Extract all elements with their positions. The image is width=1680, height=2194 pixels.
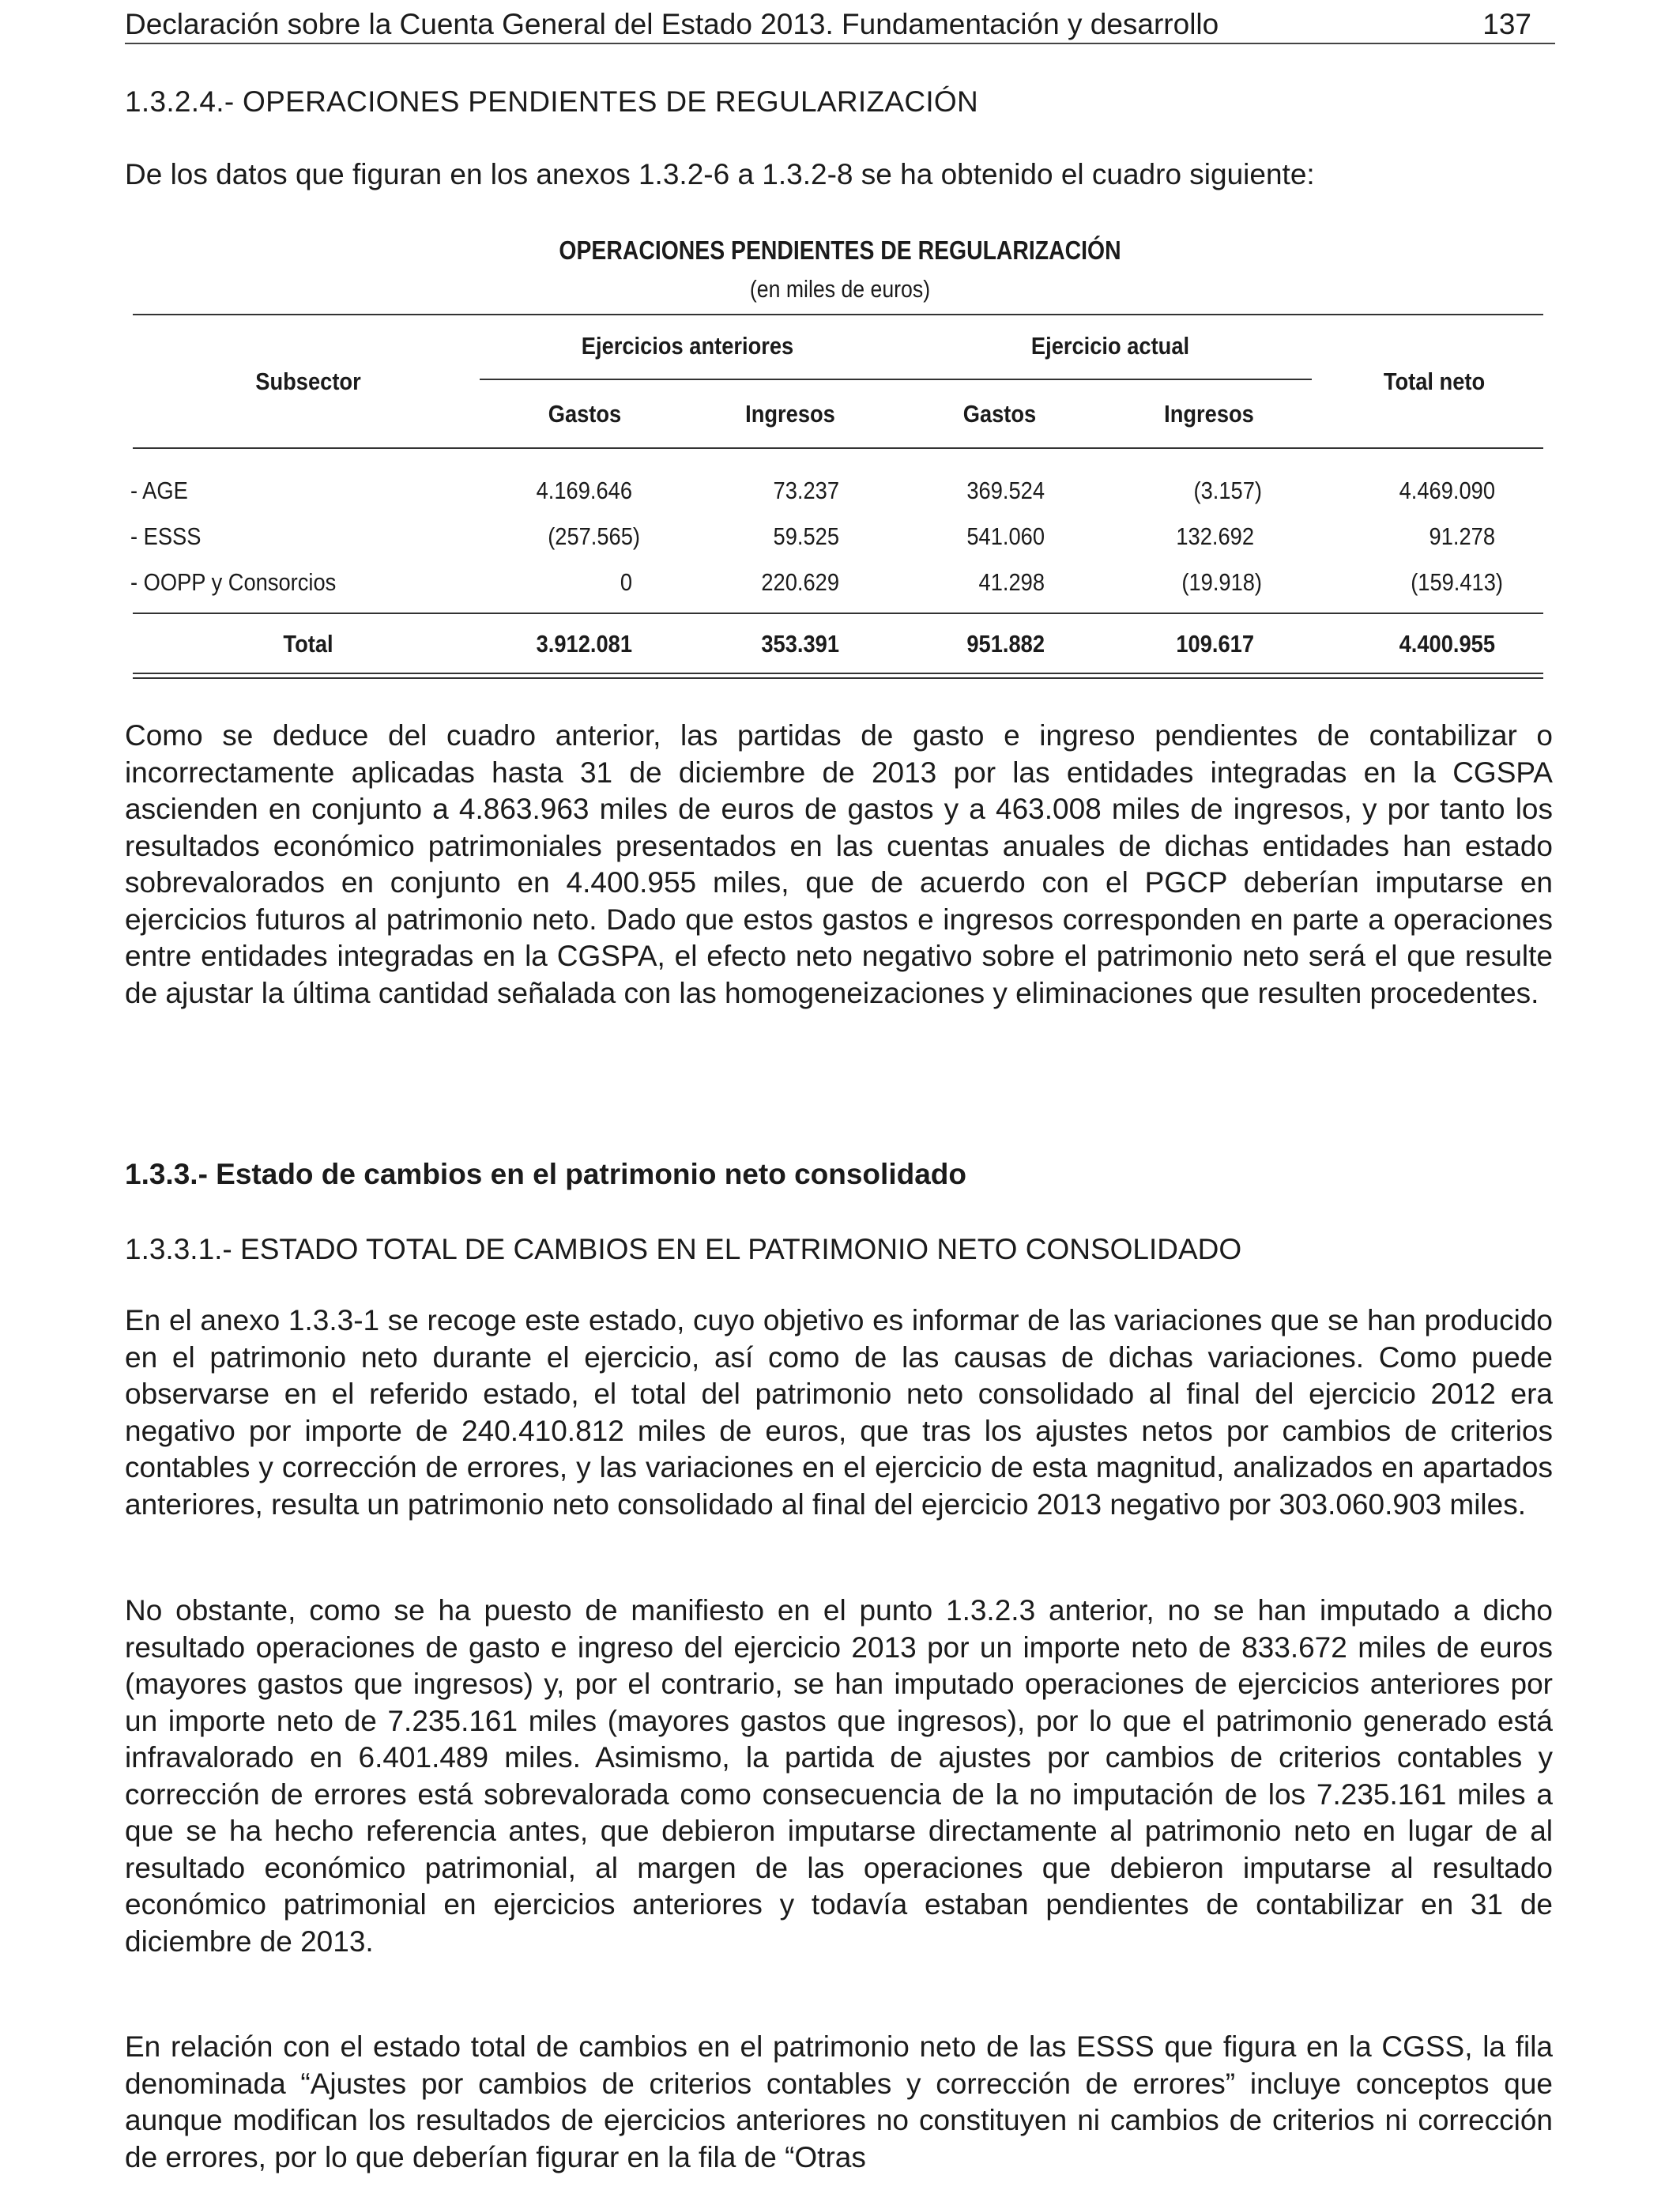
row-label: - ESSS: [130, 522, 202, 550]
row-label: - AGE: [130, 477, 188, 504]
cell-total: (159.413): [1411, 568, 1503, 596]
total-prev-gastos: 3.912.081: [536, 630, 632, 658]
col-header-curr-ingresos: Ingresos: [1164, 400, 1254, 428]
col-header-curr-gastos: Gastos: [962, 400, 1037, 428]
cell-prev-gastos: 4.169.646: [536, 477, 632, 504]
paragraph-4: En relación con el estado total de cambios en el patrimonio neto de las ESSS que figura en la CGSS, la fila denominada “Ajustes por cambios de criterios contables y corrección de errores” incluye conceptos que aunque modifican los resultados de ejercicios anteriores no constituyen ni cambios de criterios ni corrección de errores, por lo que deberían figurar en la fila de “Otras: [125, 2030, 1553, 2173]
total-label: Total: [283, 630, 333, 658]
paragraph-3: No obstante, como se ha puesto de manifiesto en el punto 1.3.2.3 anterior, no se han imputado a dicho resultado operaciones de gasto e ingreso del ejercicio 2013 por un importe neto de 833.672 miles de euros (mayores gastos que ingresos) y, por el contrario, se han imputado operaciones de ejercicios anteriores por un importe neto de 7.235.161 miles (mayores gastos que ingresos), por lo que el patrimonio generado está infravalorado en 6.401.489 miles. Asimismo, la partida de ajustes por cambios de criterios contables y corrección de errores está sobrevalorada como consecuencia de la no imputación de los 7.235.161 miles a que se ha hecho referencia antes, que debieron imputarse directamente al patrimonio neto en lugar de al resultado económico patrimonial, al margen de las operaciones que debieron imputarse al resultado económico patrimonial en ejercicios anteriores y todavía estaban pendientes de contabilizar en 31 de diciembre de 2013.: [125, 1594, 1553, 1958]
table-bottom-rule-1: [133, 673, 1543, 674]
cell-total: 4.469.090: [1399, 477, 1495, 504]
cell-curr-gastos: 41.298: [978, 568, 1045, 596]
paragraph-2: En el anexo 1.3.3-1 se recoge este estado, cuyo objetivo es informar de las variaciones que se han producido en el patrimonio neto durante el ejercicio, así como de las causas de dichas variaciones. Como puede observarse en el referido estado, el total del patrimonio neto consolidado al final del ejercicio 2012 era negativo por importe de 240.410.812 miles de euros, que tras los ajustes netos por cambios de criterios contables y corrección de errores, y las variaciones en el ejercicio de esta magnitud, analizados en apartados anteriores, resulta un patrimonio neto consolidado al final del ejercicio 2013 negativo por 303.060.903 miles.: [125, 1304, 1553, 1521]
cell-prev-ingresos: 59.525: [773, 522, 839, 550]
total-curr-ingresos: 109.617: [1176, 630, 1254, 658]
section-heading-3: 1.3.3.1.- ESTADO TOTAL DE CAMBIOS EN EL PATRIMONIO NETO CONSOLIDADO: [125, 1233, 1242, 1265]
table-subtitle: (en miles de euros): [749, 275, 931, 303]
paragraph-1: Como se deduce del cuadro anterior, las partidas de gasto e ingreso pendientes de contabilizar o incorrectamente aplicadas hasta 31 de diciembre de 2013 por las entidades integradas en la CGSPA ascienden en conjunto a 4.863.963 miles de euros de gastos y a 463.008 miles de ingresos, y por tanto los resultados económico patrimoniales presentados en las cuentas anuales de dichas entidades han estado sobrevalorados en conjunto en 4.400.955 miles, que de acuerdo con el PGCP deberían imputarse en ejercicios futuros al patrimonio neto. Dado que estos gastos e ingresos corresponden en parte a operaciones entre entidades integradas en la CGSPA, el efecto neto negativo sobre el patrimonio neto será el que resulte de ajustar la última cantidad señalada con las homogeneizaciones y eliminaciones que resulten procedentes.: [125, 719, 1553, 1009]
cell-prev-gastos: (257.565): [548, 522, 640, 550]
cell-prev-ingresos: 220.629: [761, 568, 839, 596]
col-header-total: Total neto: [1383, 368, 1486, 395]
cell-curr-ingresos: (3.157): [1193, 477, 1262, 504]
cell-curr-ingresos: (19.918): [1181, 568, 1262, 596]
total-top-rule: [133, 613, 1543, 614]
section-heading: 1.3.2.4.- OPERACIONES PENDIENTES DE REGULARIZACIÓN: [125, 85, 979, 118]
table-header-rule: [133, 447, 1543, 449]
table-title: OPERACIONES PENDIENTES DE REGULARIZACIÓN: [559, 236, 1121, 265]
group-header-rule: [480, 379, 1312, 380]
table-top-rule: [133, 314, 1543, 315]
page-header: [125, 3, 1555, 44]
total-prev-ingresos: 353.391: [761, 630, 839, 658]
cell-prev-gastos: 0: [620, 568, 632, 596]
col-header-prev-ingresos: Ingresos: [745, 400, 835, 428]
page-number: 137: [1482, 8, 1531, 40]
cell-prev-ingresos: 73.237: [773, 477, 839, 504]
table-bottom-rule-2: [133, 677, 1543, 679]
intro-text: De los datos que figuran en los anexos 1.3.2-6 a 1.3.2-8 se ha obtenido el cuadro siguiente:: [125, 158, 1315, 190]
total-total: 4.400.955: [1399, 630, 1495, 658]
col-header-prev-gastos: Gastos: [548, 400, 622, 428]
cell-total: 91.278: [1429, 522, 1495, 550]
cell-curr-ingresos: 132.692: [1176, 522, 1254, 550]
col-group-curr: Ejercicio actual: [1030, 332, 1190, 360]
row-label: - OOPP y Consorcios: [130, 568, 337, 596]
total-curr-gastos: 951.882: [966, 630, 1045, 658]
section-heading-2: 1.3.3.- Estado de cambios en el patrimonio neto consolidado: [125, 1158, 966, 1190]
cell-curr-gastos: 369.524: [966, 477, 1045, 504]
header-title: Declaración sobre la Cuenta General del Estado 2013. Fundamentación y desarrollo: [125, 8, 1219, 40]
cell-curr-gastos: 541.060: [966, 522, 1045, 550]
col-header-subsector: Subsector: [255, 368, 361, 395]
col-group-prev: Ejercicios anteriores: [581, 332, 794, 360]
